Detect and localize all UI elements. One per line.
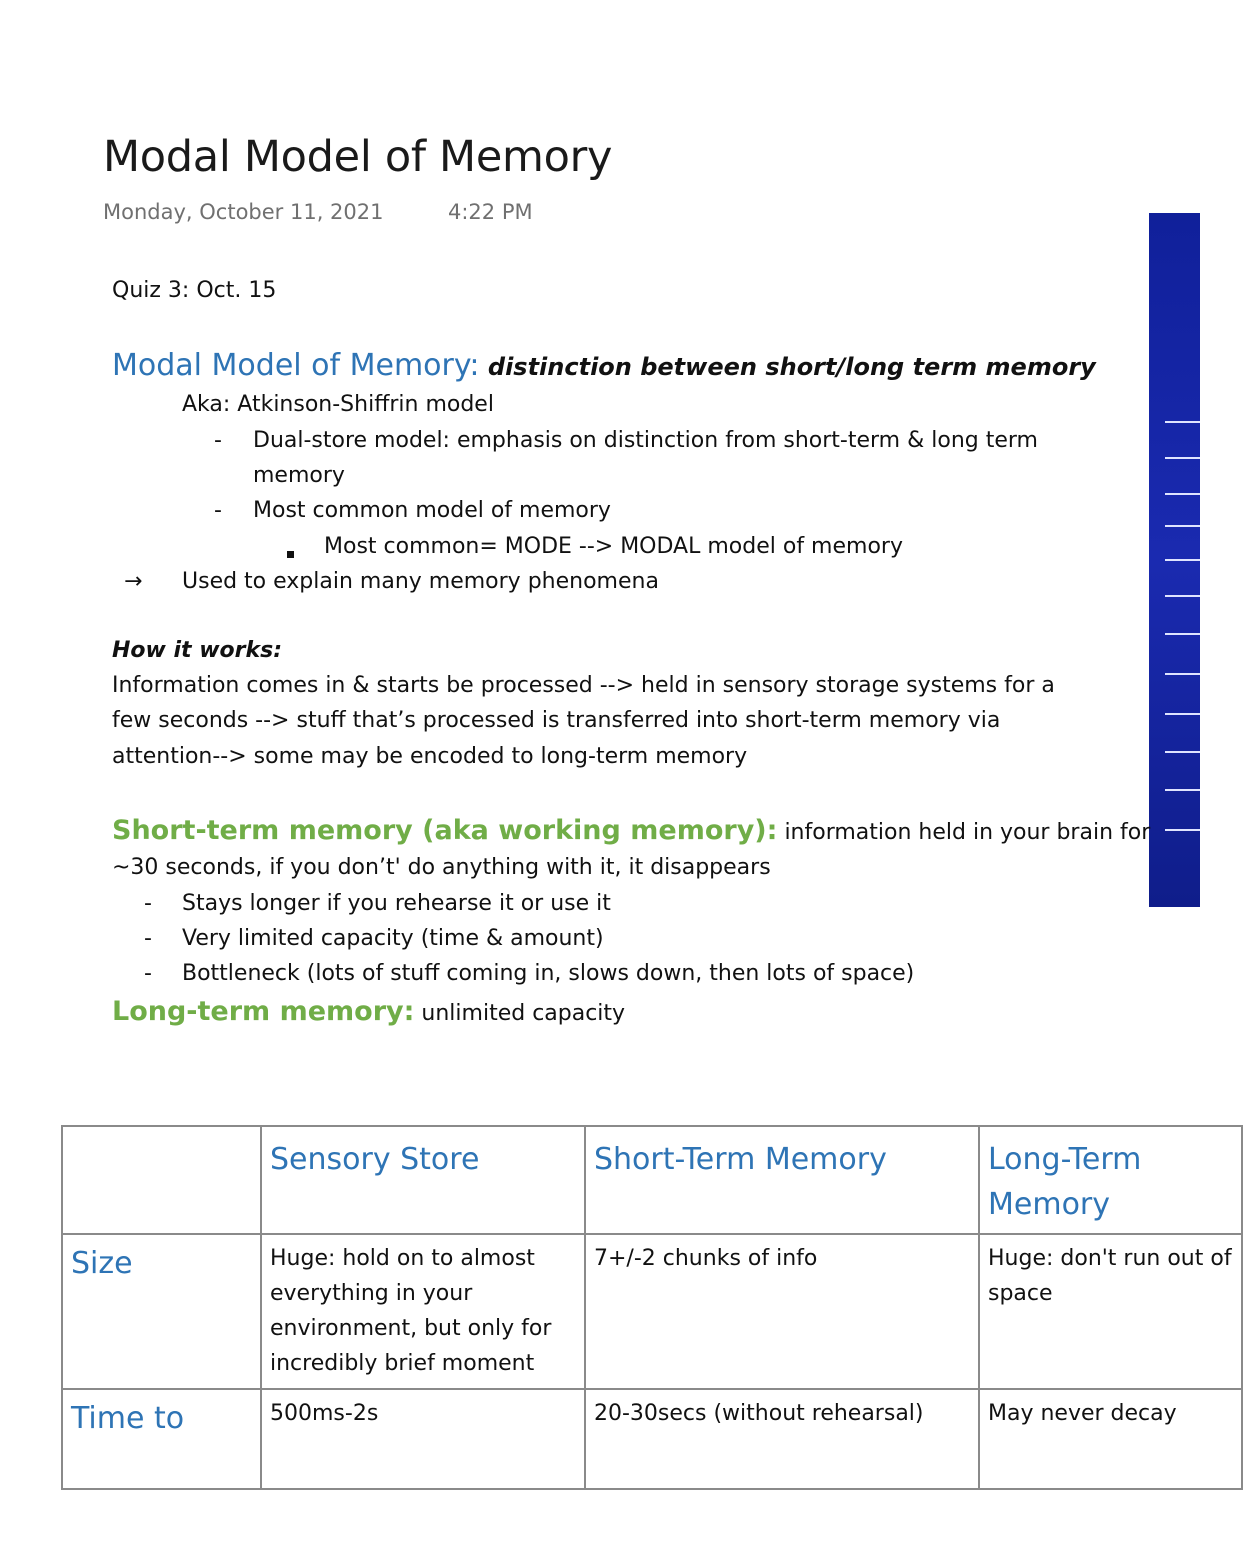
stm-line-2: ~30 seconds, if you don’t' do anything with it, it disappears	[112, 855, 771, 880]
aka-line: Aka: Atkinson-Shiffrin model	[182, 392, 494, 417]
stm-heading	[112, 815, 1150, 846]
how-it-works-heading: How it works:	[112, 638, 283, 663]
table-header-row	[62, 1126, 1242, 1234]
how-line-2: few seconds --> stuff that’s processed is transferred into short-term memory via	[112, 708, 1001, 733]
page-time: 4:22 PM	[448, 200, 533, 224]
stm-bullet-2: Very limited capacity (time & amount)	[182, 926, 604, 951]
table-header-cell: Long-Term Memory	[979, 1126, 1242, 1234]
how-line-1: Information comes in & starts be processed --> held in sensory storage systems for a	[112, 673, 1055, 698]
dash-bullet: -	[144, 891, 152, 916]
mode-line: Most common= MODE --> MODAL model of memory	[324, 534, 903, 559]
table-header-cell: Sensory Store	[261, 1126, 585, 1234]
page-title: Modal Model of Memory	[103, 132, 613, 182]
table-row	[62, 1389, 1242, 1489]
table-cell: Huge: hold on to almost everything in your environment, but only for incredibly brief moment	[261, 1234, 585, 1389]
table-header-cell: Short-Term Memory	[585, 1126, 979, 1234]
table-cell: 500ms-2s	[261, 1389, 585, 1489]
table-row-label: Size	[62, 1234, 261, 1389]
dash-bullet: -	[144, 926, 152, 951]
stm-label: Short-term memory (aka working memory):	[112, 815, 778, 846]
how-line-3: attention--> some may be encoded to long-term memory	[112, 744, 748, 769]
table-header-cell	[62, 1126, 261, 1234]
modal-model-heading	[112, 348, 1096, 383]
table-cell: Huge: don't run out of space	[979, 1234, 1242, 1389]
page-date: Monday, October 11, 2021	[103, 200, 384, 224]
right-arrow-icon: →	[124, 569, 143, 594]
dash-bullet: -	[144, 961, 152, 986]
table-cell: 20-30secs (without rehearsal)	[585, 1389, 979, 1489]
most-common-line: Most common model of memory	[253, 498, 611, 523]
memory-comparison-table	[61, 1125, 1232, 1436]
dual-store-line1: Dual-store model: emphasis on distinction from short-term & long term	[253, 428, 1038, 453]
dash-bullet: -	[214, 428, 222, 453]
phenomena-line: Used to explain many memory phenomena	[182, 569, 659, 594]
modal-model-description: distinction between short/long term memory	[479, 353, 1096, 381]
table-row	[62, 1234, 1242, 1389]
square-bullet-icon	[287, 543, 294, 562]
table-cell: 7+/-2 chunks of info	[585, 1234, 979, 1389]
ltm-label: Long-term memory:	[112, 996, 415, 1027]
modal-model-label: Modal Model of Memory:	[112, 348, 480, 383]
stm-bullet-1: Stays longer if you rehearse it or use it	[182, 891, 611, 916]
table-row-label: Time to	[62, 1389, 261, 1489]
side-image-fragment	[1149, 213, 1200, 907]
dual-store-line2: memory	[253, 463, 345, 488]
ltm-description: unlimited capacity	[414, 1001, 626, 1026]
table-cell: May never decay	[979, 1389, 1242, 1489]
stm-bullet-3: Bottleneck (lots of stuff coming in, slows down, then lots of space)	[182, 961, 915, 986]
quiz-note: Quiz 3: Oct. 15	[112, 278, 277, 303]
stm-description: information held in your brain for	[777, 820, 1151, 845]
dash-bullet: -	[214, 498, 222, 523]
ltm-heading	[112, 996, 625, 1027]
